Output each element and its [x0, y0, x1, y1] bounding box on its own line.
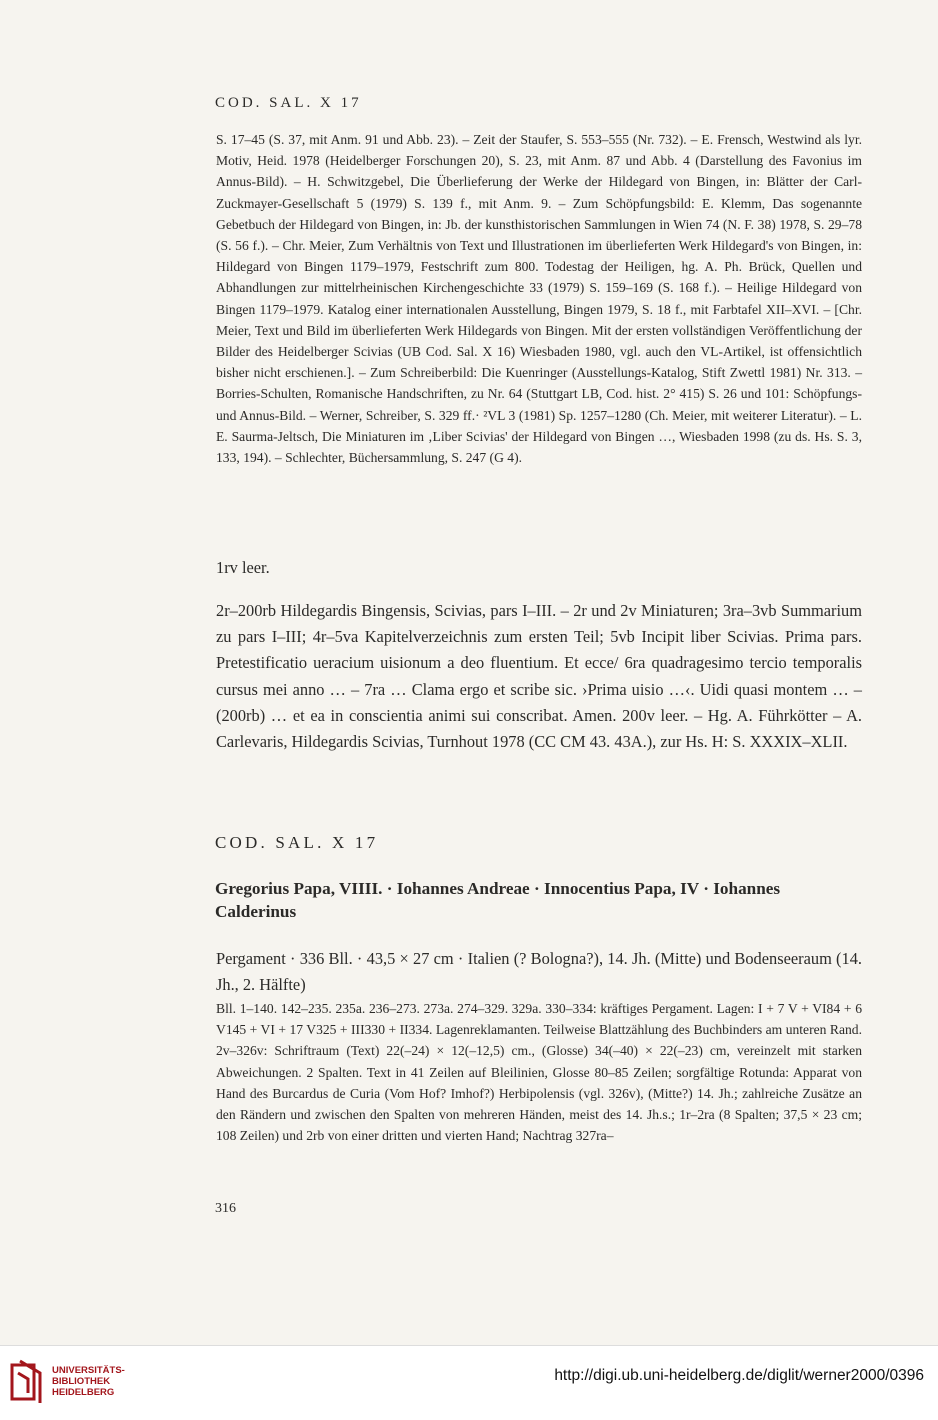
codicological-description: Bll. 1–140. 142–235. 235a. 236–273. 273a. 274–329. 329a. 330–334: kräftiges Pergament. Lagen: I + 7 V + VI84 + 6 V145 + VI + 17 V325 + III330 + II334. Lagenreklamanten. Teilweise Blattzählung des Buchbinders am unteren Rand. 2v–326v: Schriftraum (Text) 22(–24) × 12(–12,5) cm., (Glosse) 34(–40) × 22(–23) cm, vereinzelt mit starken Abweichungen. 2 Spalten. Text in 41 Zeilen auf Bleilinien, Glosse 80–85 Zeilen; sorgfältige Rotunda: Apparat von Hand des Burcardus de Curia (Vom Hof? Imhof?) Herbipolensis (vgl. 326v), (Mitte?) 14. Jh.; zahlreiche Zusätze an den Rändern und zwischen den Spalten von mehreren Händen, meist des 14. Jh.s.; 1r–2ra (8 Spalten; 37,5 × 23 cm; 108 Zeilen) und 2rb von einer dritten und vierten Hand; Nachtrag 327ra–	[216, 1001, 862, 1144]
running-head: COD. SAL. X 17	[215, 95, 362, 111]
section-heading: COD. SAL. X 17	[215, 833, 379, 852]
library-name-line3: HEIDELBERG	[52, 1387, 115, 1398]
page-number: 316	[215, 1201, 236, 1216]
library-name-line2: BIBLIOTHEK	[52, 1376, 111, 1387]
manuscript-title: Gregorius Papa, VIIII. · Iohannes Andreae · Innocentius Papa, IV · Iohannes Calderinus	[215, 879, 781, 921]
pergament-line: Pergament · 336 Bll. · 43,5 × 27 cm · Italien (? Bologna?), 14. Jh. (Mitte) und Bodenseeraum (14. Jh., 2. Hälfte)	[216, 949, 862, 995]
permalink-url[interactable]: http://digi.ub.uni-heidelberg.de/diglit/werner2000/0396	[554, 1367, 924, 1384]
library-name-line1: UNIVERSITÄTS-	[52, 1365, 125, 1376]
viewer-footer	[0, 1345, 938, 1420]
library-name	[52, 1365, 125, 1398]
leer-line: 1rv leer.	[216, 558, 270, 577]
scivias-entry: 2r–200rb Hildegardis Bingensis, Scivias, pars I–III. – 2r und 2v Miniaturen; 3ra–3vb Summarium zu pars I–III; 4r–5va Kapitelverzeichnis zum ersten Teil; 5vb Incipit liber Scivias. Prima pars. Pretestificatio ueracium uisionum a deo fluentium. Et ecce/ 6ra quadragesimo tercio temporalis cursus mei anno … – 7ra … Clama ergo et scribe sic. ›Prima uisio …‹. Uidi quasi montem … – (200rb) … et ea in conscientia animi sui conscribat. Amen. 200v leer. – Hg. A. Führkötter – A. Carlevaris, Hildegardis Scivias, Turnhout 1978 (CC CM 43. 43A.), zur Hs. H: S. XXXIX–XLII.	[216, 601, 862, 752]
library-logo-icon	[10, 1359, 44, 1405]
bibliography-paragraph: S. 17–45 (S. 37, mit Anm. 91 und Abb. 23). – Zeit der Staufer, S. 553–555 (Nr. 732). – E. Frensch, Westwind als lyr. Motiv, Heid. 1978 (Heidelberger Forschungen 20), S. 23, mit Anm. 87 und Abb. 4 (Darstellung des Favonius im Annus-Bild). – H. Schwitzgebel, Die Überlieferung der Werke der Hildegard von Bingen, in: Blätter der Carl-Zuckmayer-Gesellschaft 5 (1979) S. 139 f., mit Anm. 9. – Zum Schöpfungsbild: E. Klemm, Das sogenannte Gebetbuch der Hildegard von Bingen, in: Jb. der kunsthistorischen Sammlungen in Wien 74 (N. F. 38) 1978, S. 29–78 (S. 56 f.). – Chr. Meier, Zum Verhältnis von Text und Illustrationen im überlieferten Werk Hildegard's von Bingen, in: Hildegard von Bingen 1179–1979, Festschrift zum 800. Todestag der Heiligen, hg. A. Ph. Brück, Quellen und Abhandlungen zur mittelrheinischen Kirchengeschichte 33 (1979) S. 159–169 (S. 168 f.). – Heilige Hildegard von Bingen 1179–1979. Katalog einer internationalen Ausstellung, Bingen 1979, S. 18 f., mit Farbtafel XII–XVI. – [Chr. Meier, Text und Bild im überlieferten Werk Hildegards von Bingen. Mit der ersten vollständigen Veröffentlichung der Bilder des Heidelberger Scivias (UB Cod. Sal. X 16) Wiesbaden 1980, vgl. auch den VL-Artikel, ist offensichtlich bisher nicht erschienen.]. – Zum Schreiberbild: Die Kuenringer (Ausstellungs-Katalog, Stift Zwettl 1981) Nr. 313. – Borries-Schulten, Romanische Handschriften, zu Nr. 64 (Stuttgart LB, Cod. hist. 2° 415) S. 26 und 101: Schöpfungs- und Annus-Bild. – Werner, Schreiber, S. 329 ff.· ²VL 3 (1981) Sp. 1257–1280 (Ch. Meier, mit weiterer Literatur). – L. E. Saurma-Jeltsch, Die Miniaturen im ‚Liber Scivias' der Hildegard von Bingen …, Wiesbaden 1998 (zu ds. Hs. S. 3, 133, 194). – Schlechter, Büchersammlung, S. 247 (G 4).	[216, 132, 862, 466]
